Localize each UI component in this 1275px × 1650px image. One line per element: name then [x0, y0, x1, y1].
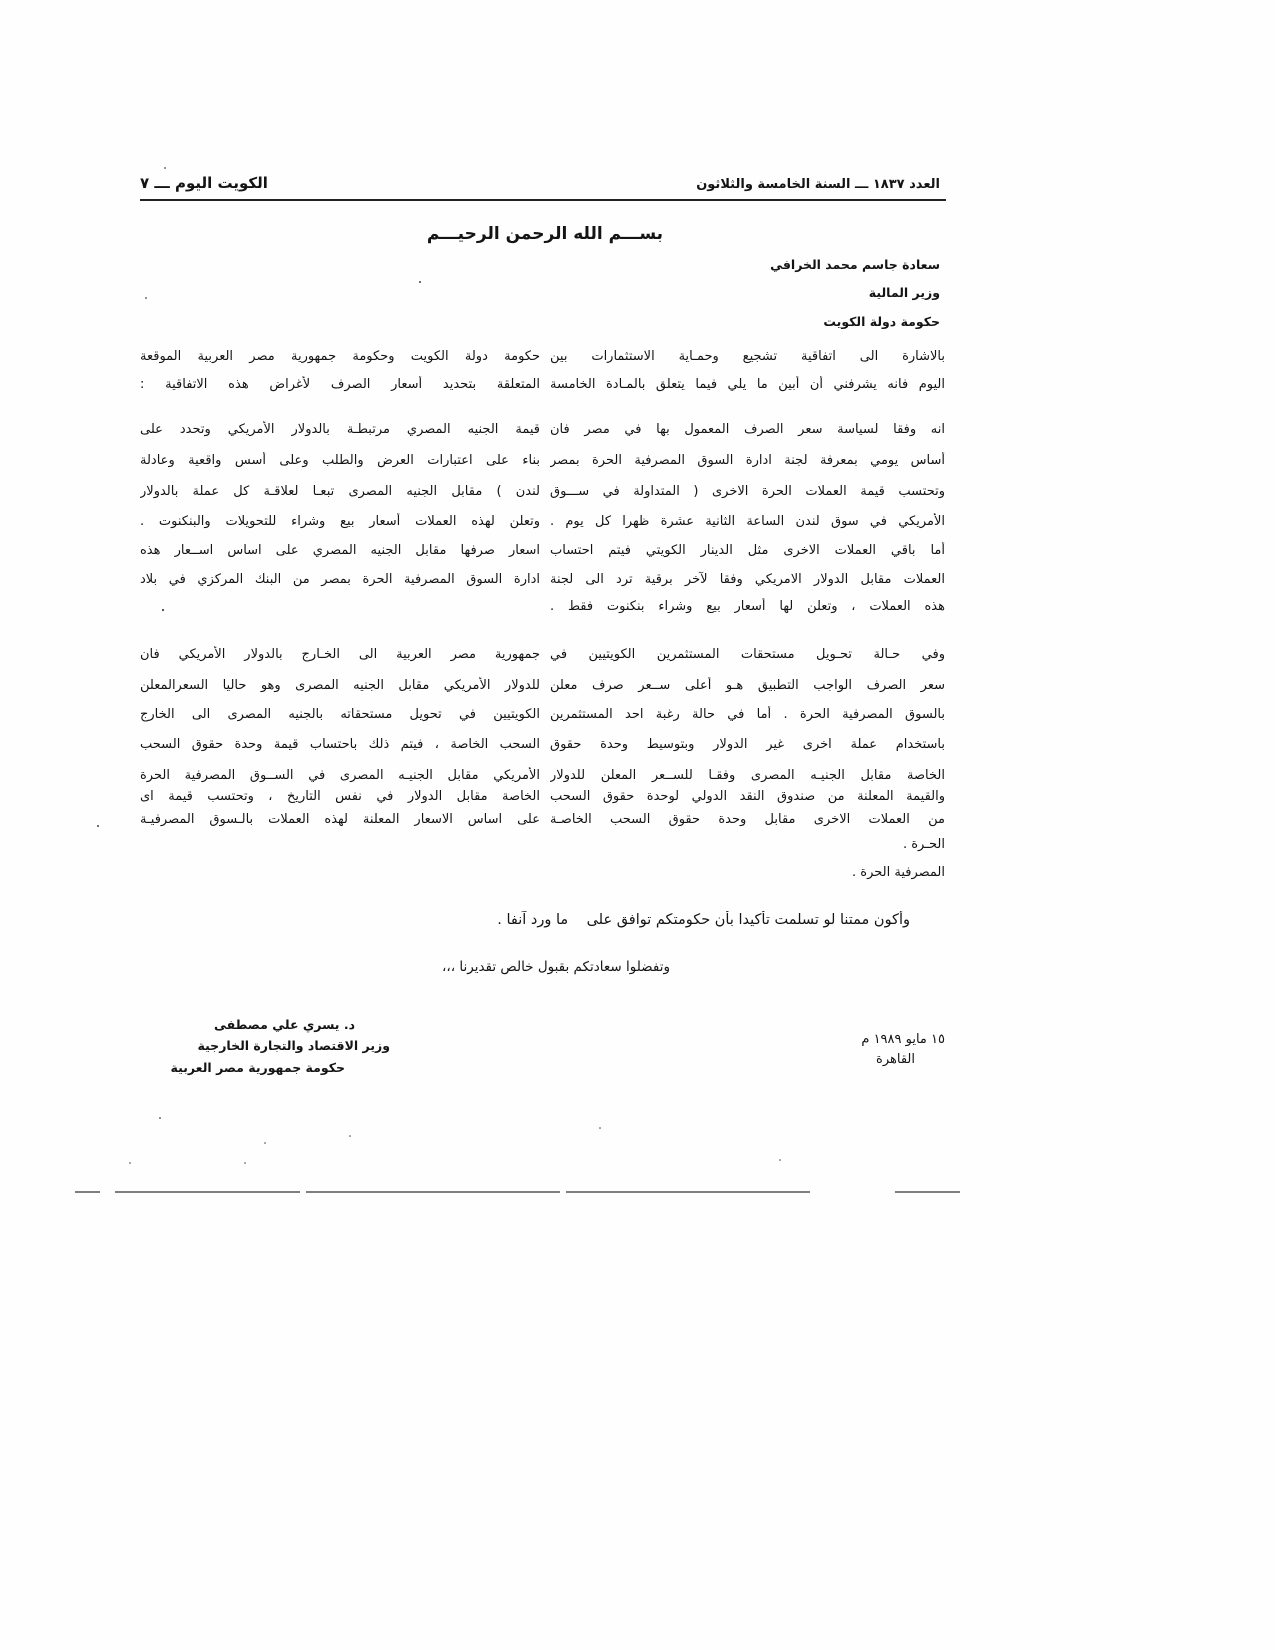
- left-column-line: الكويتيين في تحويل مستحقاته بالجنيه المصرى الى الخارج: [140, 707, 540, 722]
- right-column-line: الحـرة .: [902, 837, 945, 852]
- right-column-line: من العملات الاخرى مقابل وحدة حقوق السحب الخاصـة: [550, 812, 945, 827]
- left-column-line: قيمة الجنيه المصري مرتبطـة بالدولار الأمريكي وتحدد على: [140, 422, 540, 437]
- left-column-line: الأمريكي مقابل الجنيـه المصرى في الســوق المصرفية الحرة: [140, 768, 540, 783]
- left-column-line: ادارة السوق المصرفية الحرة بمصر من البنك المركزي في بلاد: [140, 572, 540, 587]
- left-column-line: جمهورية مصر العربية الى الخـارج بالدولار الأمريكي فان: [140, 647, 540, 662]
- right-column-line: باستخدام عملة اخرى غير الدولار وبتوسيط وحدة حقوق: [550, 737, 945, 752]
- signatory-position: وزير الاقتصاد والتجارة الخارجية: [197, 1038, 390, 1053]
- right-column-line: انه وفقا لسياسة سعر الصرف المعمول بها في مصر فان: [550, 422, 945, 437]
- closing-courtesy: وتفضلوا سعادتكم بقبول خالص تقديرنا ،،،: [442, 959, 670, 975]
- basmala-title: بســـم الله الرحمن الرحيـــم: [426, 224, 664, 244]
- left-column-line: المتعلقة بتحديد أسعار الصرف لأغراض هذه الاتفاقية :: [140, 377, 540, 392]
- left-column-line: الخاصة مقابل الدولار في نفس التاريخ ، وتحتسب قيمة اى: [140, 789, 540, 804]
- right-column-line: اليوم فانه يشرفني أن أبين ما يلي فيما يتعلق بالمـادة الخامسة: [550, 377, 945, 392]
- letter-place: القاهرة: [876, 1052, 915, 1067]
- letter-date: ١٥ مايو ١٩٨٩ م: [861, 1032, 945, 1047]
- left-column-line: لندن ) مقابل الجنيه المصرى تبعـا لعلاقـة كل عملة بالدولار: [140, 484, 540, 499]
- right-column-line: وفي حـالة تحـويل مستحقات المستثمرين الكويتيين في: [550, 647, 945, 662]
- scan-specks: [97, 167, 781, 1164]
- right-column-line: وتحتسب قيمة العملات الحرة الاخرى ( المتداولة في ســـوق: [550, 484, 945, 499]
- right-column-line: أساس يومي بمعرفة لجنة ادارة السوق المصرفية الحرة بمصر: [550, 453, 945, 468]
- right-column-line: سعر الصرف الواجب التطبيق هـو أعلى ســعر صرف معلن: [550, 678, 945, 693]
- left-column-line: حكومة دولة الكويت وحكومة جمهورية مصر العربية الموقعة: [140, 349, 540, 364]
- issue-line: العدد ١٨٣٧ ـــ السنة الخامسة والثلاثون: [696, 177, 940, 192]
- right-column-line: هذه العملات ، وتعلن لها أسعار بيع وشراء بنكنوت فقط .: [550, 599, 945, 614]
- right-column-line: الأمريكي في سوق لندن الساعة الثانية عشرة ظهرا كل يوم .: [550, 514, 945, 529]
- signatory-name: د. يسري علي مصطفى: [213, 1017, 355, 1032]
- addressee-government: حكومة دولة الكويت: [823, 314, 940, 329]
- addressee-position: وزير المالية: [868, 285, 940, 300]
- left-column-line: السحب الخاصة ، فيتم ذلك باحتساب قيمة وحدة حقوق السحب: [140, 737, 540, 752]
- left-column-line: على اساس الاسعار المعلنة لهذه العملات بالـسوق المصرفيـة: [140, 812, 540, 827]
- left-column-line: وتعلن لهذه العملات أسعار بيع وشراء للتحويلات والبنكنوت .: [140, 514, 540, 529]
- right-column-line: المصرفية الحرة .: [852, 865, 945, 880]
- signatory-government: حكومة جمهورية مصر العربية: [170, 1060, 345, 1075]
- left-column-line: اسعار صرفها مقابل الجنيه المصري على اساس اســعار هذه: [140, 543, 540, 558]
- left-column-line: بناء على اعتبارات العرض والطلب وعلى أسس واقعية وعادلة: [140, 453, 540, 468]
- addressee-name: سعادة جاسم محمد الخرافي: [770, 257, 940, 272]
- left-column-line: للدولار الأمريكي مقابل الجنيه المصرى وهو حاليا السعرالمعلن: [140, 678, 540, 693]
- paper-page-label: الكويت اليوم ـــ ٧: [140, 174, 268, 192]
- right-column-line: أما باقي العملات الاخرى مثل الدينار الكويتي فيتم احتساب: [550, 543, 945, 558]
- closing-request: وأكون ممتنا لو تسلمت تأكيدا بأن حكومتكم توافق على ما ورد آنفا .: [497, 912, 910, 928]
- right-column-line: العملات مقابل الدولار الامريكي وفقا لآخر برقية ترد الى لجنة: [550, 572, 945, 587]
- right-column-line: بالسوق المصرفية الحرة . أما في حالة رغبة احد المستثمرين: [550, 707, 945, 722]
- right-column-line: والقيمة المعلنة من صندوق النقد الدولي لوحدة حقوق السحب: [550, 789, 945, 804]
- right-column-line: الخاصة مقابل الجنيـه المصرى وفقـا للســعر المعلن للدولار: [550, 768, 945, 783]
- right-column-line: بالاشارة الى اتفاقية تشجيع وحمـاية الاستثمارات بين: [550, 349, 945, 364]
